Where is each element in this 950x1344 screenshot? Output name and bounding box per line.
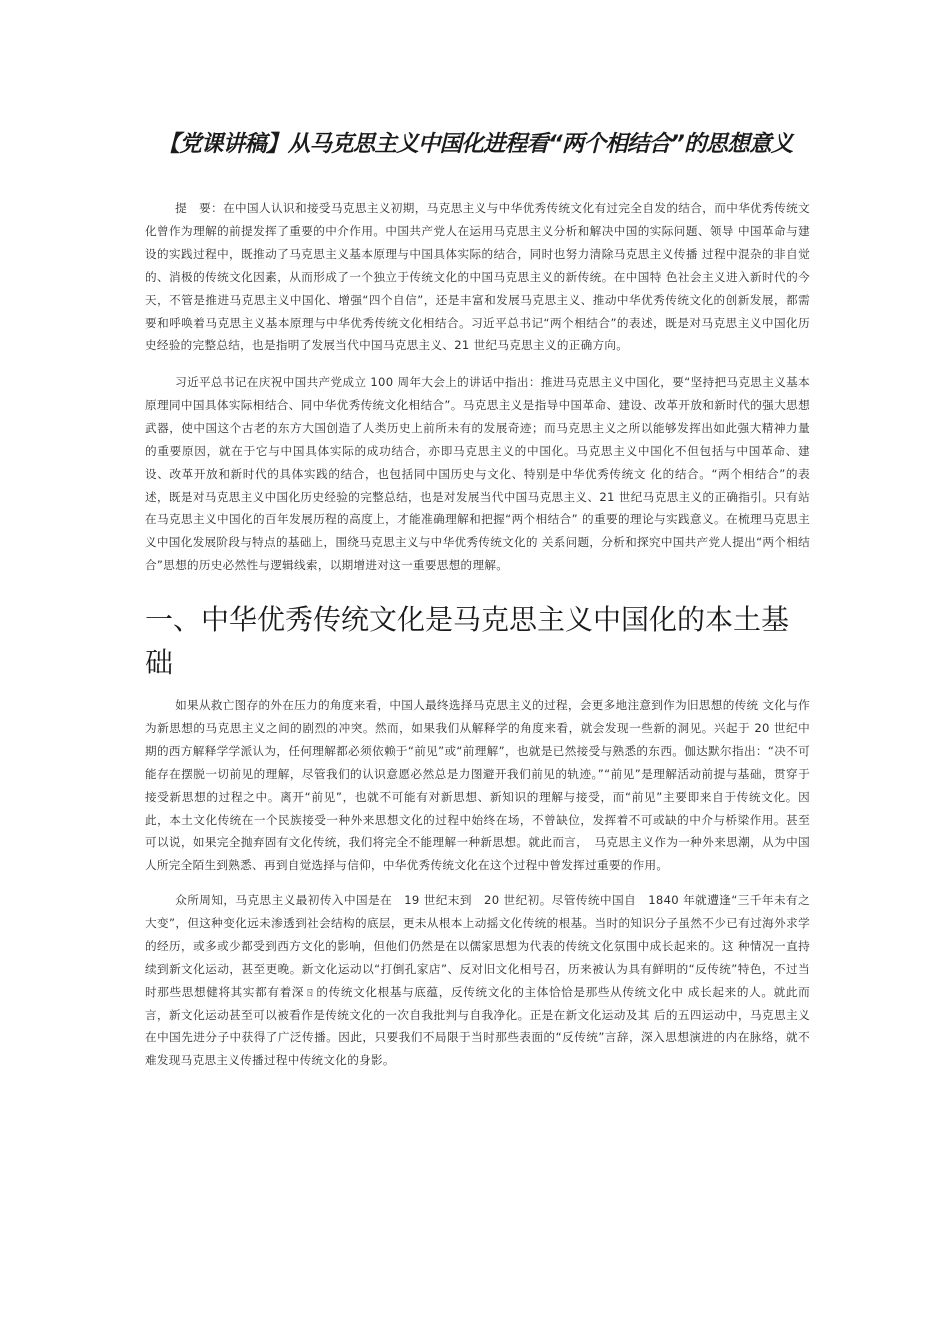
document-title: 【党课讲稿】从马克思主义中国化进程看“两个相结合”的思想意义 (157, 131, 793, 157)
section-1-paragraph-1: 如果从救亡图存的外在压力的角度来看，中国人最终选择马克思主义的过程，会更多地注意到作为旧思想的传统 文化与作为新思想的马克思主义之间的剧烈的冲突。然而，如果我们从解释学的角度来看，就会发现一些新的洞见。兴起于 20 世纪中期的西方解释学学派认为，任何理解都必须依赖于“前见”或“前理解”，也就是已然接受与熟悉的东西。伽达默尔指出：“决不可能存在摆脱一切前见的理解，尽管我们的认识意愿必然总是力图避开我们前见的轨迹。”“前见”是理解活动前提与基础，贯穿于接受新思想的过程之中。离开“前见”，也就不可能有对新思想、新知识的理解与接受，而“前见”主要即来自于传统文化。因此，本土文化传统在一个民族接受一种外来思想文化的过程中始终在场，不曾缺位，发挥着不可或缺的中介与桥梁作用。甚至可以说，如果完全抛弃固有文化传统，我们将完全不能理解一种新思想。就此而言， 马克思主义作为一种外来思潮，从为中国人所完全陌生到熟悉、再到自觉选择与信仰，中华优秀传统文化在这个过程中曾发挥过重要的作用。 (145, 698, 810, 873)
abstract-paragraph: 提 要：在中国人认识和接受马克思主义初期，马克思主义与中华优秀传统文化有过完全自发的结合，而中华优秀传统文化曾作为理解的前提发挥了重要的中介作用。中国共产党人在运用马克思主义分析和解决中国的实际问题、领导 中国革命与建设的实践过程中，既推动了马克思主义基本原理与中国具体实际的结合，同时也努力清除马克思主义传播 过程中混杂的非自觉的、消极的传统文化因素，从而形成了一个独立于传统文化的中国马克思主义的新传统。在中国特 色社会主义进入新时代的今天，不管是推进马克思主义中国化、增强“四个自信”，还是丰富和发展马克思主义、推动中华优秀传统文化的创新发展，都需要和呼唤着马克思主义基本原理与中华优秀传统文化相结合。习近平总书记“两个相结合”的表述，既是对马克思主义中国化历史经验的完整总结，也是指明了发展当代中国马克思主义、21 世纪马克思主义的正确方向。 (145, 201, 810, 353)
section-1-paragraph-2: 众所周知，马克思主义最初传入中国是在 19 世纪末到 20 世纪初。尽管传统中国自 1840 年就遭逢“三千年未有之大变”，但这种变化远未渗透到社会结构的底层，更未从根本上动摇文化传统的根基。当时的知识分子虽然不少已有过海外求学的经历，或多或少都受到西方文化的影响，但他们仍然是在以儒家思想为代表的传统文化氛围中成长起来的。这 种情况一直持续到新文化运动，甚至更晚。新文化运动以“打倒孔家店”、反对旧文化相号召，历来被认为具有鲜明的“反传统”特色，不过当时那些思想健将其实都有着深ㄖ的传统文化根基与底蕴，反传统文化的主体恰恰是那些从传统文化中 成长起来的人。就此而言，新文化运动甚至可以被看作是传统文化的一次自我批判与自我净化。正是在新文化运动及其 后的五四运动中，马克思主义在中国先进分子中获得了广泛传播。因此，只要我们不局限于当时那些表面的“反传统”言辞，深入思想演进的内在脉络，就不难发现马克思主义传播过程中传统文化的身影。 (145, 893, 810, 1068)
section-1-heading: 一、中华优秀传统文化是马克思主义中国化的本土基础 (145, 603, 790, 679)
intro-paragraph: 习近平总书记在庆祝中国共产党成立 100 周年大会上的讲话中指出：推进马克思主义中国化，要“坚持把马克思主义基本原理同中国具体实际相结合、同中华优秀传统文化相结合”。马克思主义是指导中国革命、建设、改革开放和新时代的强大思想武器，使中国这个古老的东方大国创造了人类历史上前所未有的发展奇迹；而马克思主义之所以能够发挥出如此强大精神力量的重要原因，就在于它与中国具体实际的成功结合，亦即马克思主义的中国化。马克思主义中国化不但包括与中国革命、建设、改革开放和新时代的具体实践的结合，也包括同中国历史与文化、特别是中华优秀传统文 化的结合。“两个相结合”的表述，既是对马克思主义中国化历史经验的完整总结，也是对发展当代中国马克思主义、21 世纪马克思主义的正确指引。只有站在马克思主义中国化的百年发展历程的高度上，才能准确理解和把握“两个相结合” 的重要的理论与实践意义。在梳理马克思主义中国化发展阶段与特点的基础上，围绕马克思主义与中华优秀传统文化的 关系问题，分析和探究中国共产党人提出“两个相结合”思想的历史必然性与逻辑线索，以期增进对这一重要思想的理解。 (145, 375, 810, 573)
